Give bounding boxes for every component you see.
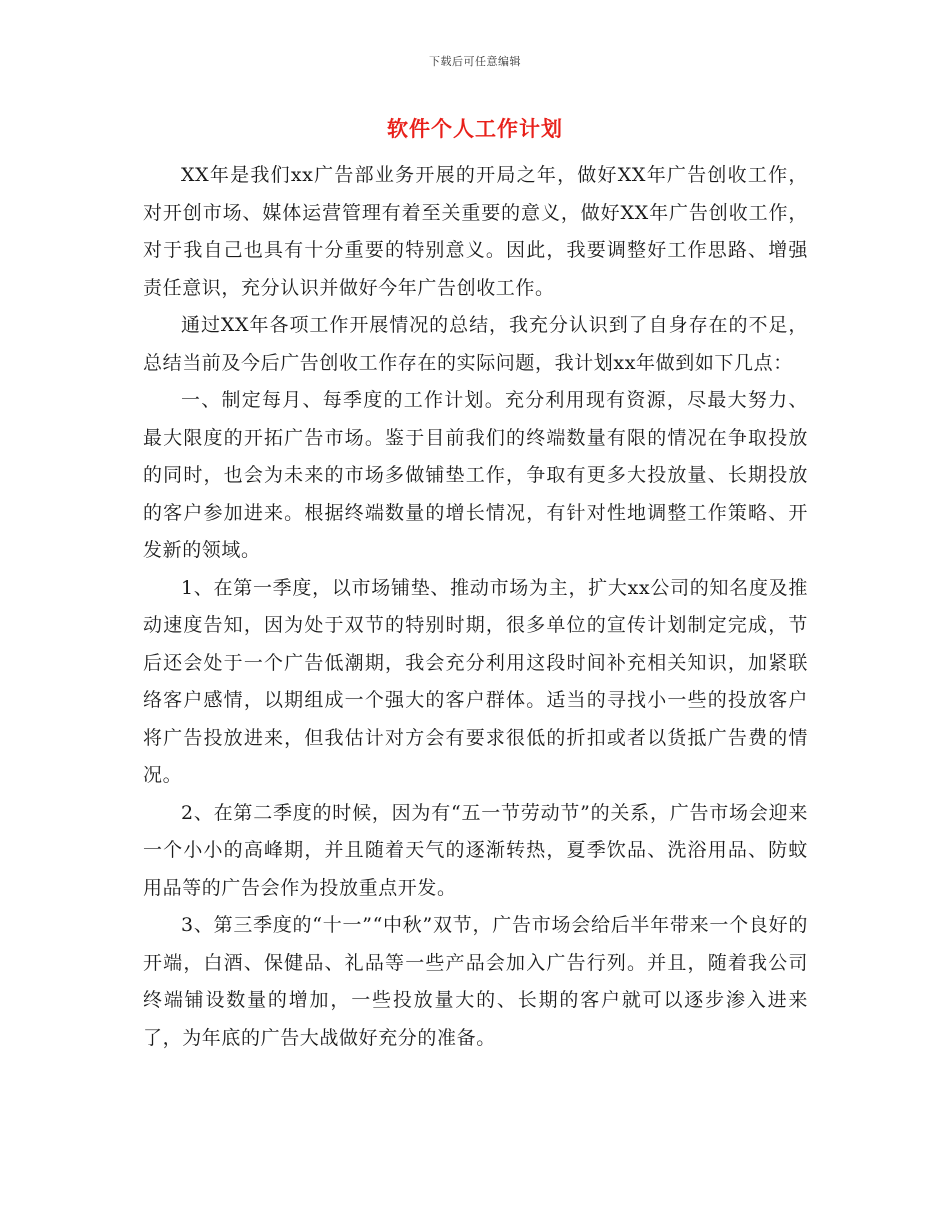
paragraph-summary: 通过XX年各项工作开展情况的总结，我充分认识到了自身存在的不足，总结当前及今后广告创收工作存在的实际问题，我计划xx年做到如下几点： [143, 314, 808, 374]
paragraph-q2: 2、在第二季度的时候，因为有“五一节劳动节”的关系，广告市场会迎来一个小小的高峰期，并且随着天气的逐渐转热，夏季饮品、洗浴用品、防蚊用品等的广告会作为投放重点开发。 [143, 801, 808, 899]
document-title: 软件个人工作计划 [387, 116, 563, 141]
paragraph-intro: XX年是我们xx广告部业务开展的开局之年，做好XX年广告创收工作，对开创市场、媒体运营管理有着至关重要的意义，做好XX年广告创收工作，对于我自己也具有十分重要的特别意义。因此，我要调整好工作思路、增强责任意识，充分认识并做好今年广告创收工作。 [143, 164, 808, 299]
document-body [143, 157, 808, 1057]
page-header-note: 下载后可任意编辑 [429, 55, 521, 68]
paragraph-q3: 3、第三季度的“十一”“中秋”双节，广告市场会给后半年带来一个良好的开端，白酒、保健品、礼品等一些产品会加入广告行列。并且，随着我公司终端铺设数量的增加，一些投放量大的、长期的客户就可以逐步渗入进来了，为年底的广告大战做好充分的准备。 [143, 914, 808, 1049]
paragraph-q1: 1、在第一季度，以市场铺垫、推动市场为主，扩大xx公司的知名度及推动速度告知，因为处于双节的特别时期，很多单位的宣传计划制定完成，节后还会处于一个广告低潮期，我会充分利用这段时间补充相关知识，加紧联络客户感情，以期组成一个强大的客户群体。适当的寻找小一些的投放客户将广告投放进来，但我估计对方会有要求很低的折扣或者以货抵广告费的情况。 [143, 576, 808, 786]
paragraph-plan-section-1: 一、制定每月、每季度的工作计划。充分利用现有资源，尽最大努力、最大限度的开拓广告市场。鉴于目前我们的终端数量有限的情况在争取投放的同时，也会为未来的市场多做铺垫工作，争取有更多大投放量、长期投放的客户参加进来。根据终端数量的增长情况，有针对性地调整工作策略、开发新的领域。 [143, 389, 808, 561]
